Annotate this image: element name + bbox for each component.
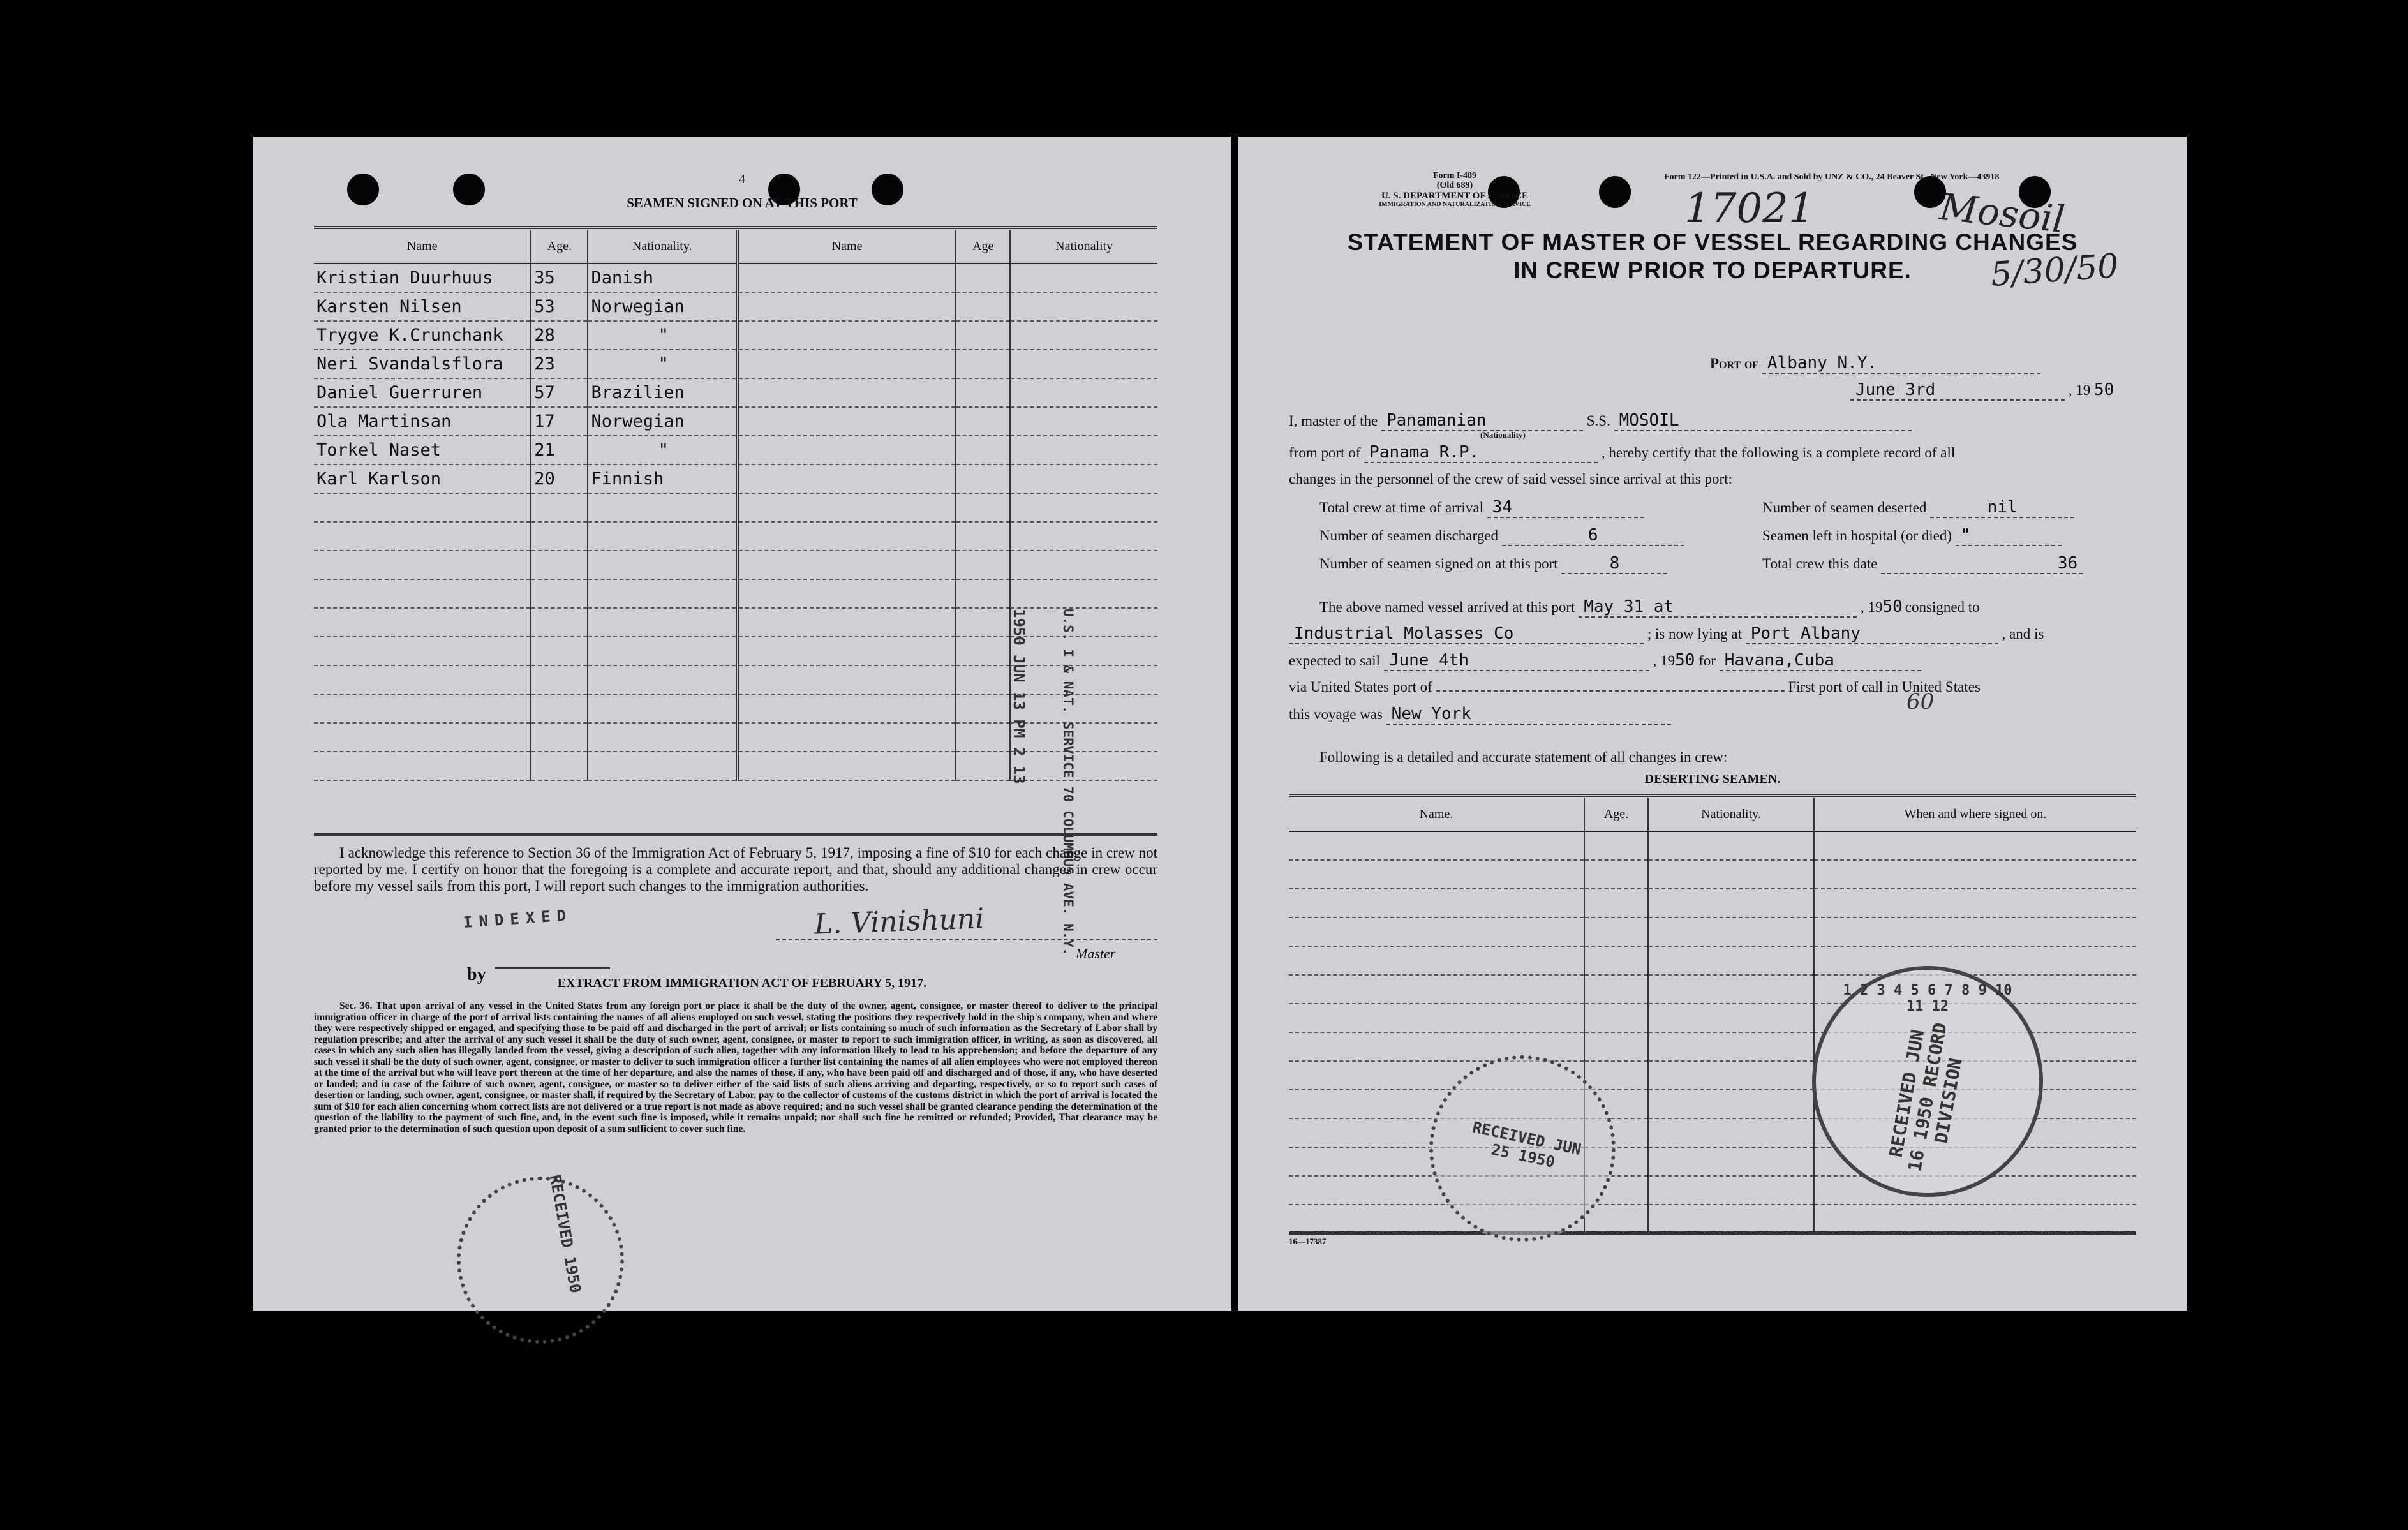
- arrival-crew-row: [1319, 498, 1644, 518]
- total-crew-date-label: Total crew this date: [1762, 556, 1878, 572]
- hospital-label: Seamen left in hospital (or died): [1762, 528, 1952, 544]
- table-row: [314, 378, 1157, 407]
- first-port-label: First port of call in United States: [1788, 679, 1981, 695]
- signed-on-value: 8: [1561, 554, 1667, 574]
- voyage-label: this voyage was: [1289, 706, 1383, 722]
- certify-text-2: changes in the personnel of the crew of said vessel since arrival at this port:: [1289, 471, 1732, 487]
- seaman-age: 57: [531, 378, 588, 407]
- seaman-name: Karl Karlson: [314, 464, 531, 493]
- seaman-age: 17: [531, 407, 588, 436]
- lying-value: Port Albany: [1746, 624, 1998, 644]
- seaman-nationality: Brazilien: [588, 378, 737, 407]
- voyage-value: New York: [1386, 704, 1671, 725]
- total-crew-date-value: 36: [1881, 554, 2083, 574]
- seaman-age: 20: [531, 464, 588, 493]
- master-signature: L. Vinishuni: [814, 902, 985, 941]
- and-is-label: , and is: [2002, 626, 2044, 642]
- lying-label: ; is now lying at: [1647, 626, 1742, 642]
- by-line: [495, 967, 610, 969]
- seaman-name: Kristian Duurhuus: [314, 264, 531, 292]
- arrived-value: May 31 at: [1579, 597, 1857, 618]
- sail-value: June 4th: [1384, 651, 1649, 671]
- signed-on-row: [1319, 554, 1667, 574]
- discharged-value: 6: [1502, 526, 1684, 546]
- form-old-number: (Old 689): [1436, 181, 1473, 191]
- footer-code: 16—17387: [1289, 1237, 1327, 1246]
- year-value: 50: [2094, 380, 2114, 399]
- consigned-label: consigned to: [1905, 599, 1980, 615]
- received-stamp-1-text: RECEIVED JUN 25 1950: [1471, 1118, 1583, 1171]
- seaman-name: Trygve K.Crunchank: [314, 321, 531, 350]
- col-age: Age.: [531, 230, 588, 264]
- nationality-value: Panamanian: [1381, 411, 1583, 431]
- from-port-label: from port of: [1289, 445, 1361, 461]
- office-stamp-vertical: U.S. I & NAT. SERVICE 70 COLUMBUS AVE. N.Y.: [1060, 609, 1076, 956]
- department-name: U. S. DEPARTMENT OF JUSTICE: [1381, 190, 1529, 201]
- certify-text: , hereby certify that the following is a complete record of all: [1601, 445, 1956, 461]
- seaman-name: Daniel Guerruren: [314, 378, 531, 407]
- seaman-nationality: Finnish: [588, 464, 737, 493]
- by-label: by: [467, 965, 486, 984]
- received-stamp-1: [1429, 1055, 1616, 1242]
- following-text: Following is a detailed and accurate statement of all changes in crew:: [1319, 749, 1728, 765]
- handwritten-date: 5/30/50: [1989, 247, 2120, 294]
- voyage-row: [1289, 704, 1671, 725]
- seaman-nationality: ": [588, 436, 737, 464]
- table-row: [314, 407, 1157, 436]
- sail-label: expected to sail: [1289, 653, 1381, 669]
- arrived-row: [1319, 597, 1980, 618]
- deserting-bottom-rule: [1289, 1231, 2136, 1235]
- signature-line: [776, 939, 1157, 940]
- received-stamp-circle: [457, 1173, 624, 1344]
- col-age-2: Age: [956, 230, 1010, 264]
- deserting-top-rule: [1289, 794, 2136, 797]
- title-line-1: STATEMENT OF MASTER OF VESSEL REGARDING CHANGES: [1347, 229, 2078, 255]
- seaman-age: 35: [531, 264, 588, 292]
- handwritten-ship-name: Mosoil: [1937, 184, 2067, 242]
- form-number-block: [1365, 171, 1544, 208]
- section-36-text: Sec. 36. That upon arrival of any vessel in the United States from any foreign port or place it shall be the duty of the owner, agent, consignee, or master thereof to deliver to the principal immigration officer in charge of the port of arrival lists containing the names of all aliens employed on such vessel, stating the positions they respectively hold in the ship's company, when and where they were respectively shipped or engaged, and specifying those to be paid off and discharged in the port of arrival; or lists containing so much of such information as the Secretary of Labor shall by regulation prescribe; and after the arrival of any such vessel it shall be the duty of such owner, agent, consignee, or master to report to such immigration officer, in writing, as soon as discovered, all cases in which any such alien has illegally landed from the vessel, giving a description of such alien, together with any information likely to lead to his apprehension; and before the departure of any such vessel it shall be the duty of such owner, agent, consignee, or master to deliver to such immigration officer a further list containing the names of all alien employees who were not employed thereon at the time of the arrival but who will leave port thereon at the time of her departure, and also the names of those, if any, who have been paid off and discharged and of those, if any, who have deserted or landed; and in case of the failure of such owner, agent, consignee, or master so to deliver either of the said lists of such aliens arriving and departing, respectively, or so to report such cases of desertion or landing, such owner, agent, consignee, or master shall, if required by the Secretary of Labor, pay to the collector of customs of the customs district in which the port of arrival is located the sum of $10 for each alien concerning whom correct lists are not delivered or a true report is not made as above required; and no such vessel shall be granted clearance pending the determination of the question of the liability to the payment of such fine, and, in the event such fine is imposed, while it remains unpaid; nor shall such fine be remitted or refunded; Provided, That clearance may be granted prior to the determination of such question upon deposit of a sum sufficient to cover such fine.: [314, 1000, 1157, 1134]
- master-label: Master: [1076, 946, 1116, 962]
- punch-hole-icon: [1599, 176, 1631, 208]
- title-line-2: IN CREW PRIOR TO DEPARTURE.: [1513, 256, 1912, 283]
- right-page: [1238, 137, 2187, 1311]
- received-stamp-2: [1812, 966, 2043, 1197]
- sail-year: 50: [1675, 651, 1695, 670]
- consignee-value: Industrial Molasses Co: [1289, 624, 1644, 644]
- acknowledgement-text: I acknowledge this reference to Section 36 of the Immigration Act of February 5, 1917, imposing a fine of $10 for each change in crew not reported by me. I certify on honor that the foregoing is a complete and accurate report, and that, should any additional changes in crew occur before my vessel sails from this port, I will report such changes to the immigration authorities.: [314, 845, 1157, 894]
- hospital-value: ": [1956, 526, 2062, 546]
- stamp-digits: 1 2 3 4 5 6 7 8 9 10 11 12: [1843, 983, 2012, 1014]
- seaman-name: Torkel Naset: [314, 436, 531, 464]
- seaman-nationality: Norwegian: [588, 407, 737, 436]
- total-crew-arrival-label: Total crew at time of arrival: [1319, 500, 1484, 516]
- arrived-year-prefix: , 19: [1860, 599, 1883, 615]
- table-row: [314, 350, 1157, 378]
- deserted-label: Number of seamen deserted: [1762, 500, 1927, 516]
- port-value: Albany N.Y.: [1762, 353, 2040, 374]
- table-row: [314, 436, 1157, 464]
- via-row: [1289, 679, 1981, 695]
- seaman-nationality: Danish: [588, 264, 737, 292]
- seaman-age: 53: [531, 292, 588, 321]
- for-label: for: [1698, 653, 1716, 669]
- table-row: [314, 464, 1157, 493]
- seaman-nationality: ": [588, 350, 737, 378]
- margin-note: 60: [1906, 689, 1935, 715]
- seaman-name: Neri Svandalsflora: [314, 350, 531, 378]
- col-nationality-2: Nationality: [1010, 230, 1157, 264]
- service-name: IMMIGRATION AND NATURALIZATION SERVICE: [1379, 201, 1531, 209]
- via-label: via United States port of: [1289, 679, 1432, 695]
- left-page: [253, 137, 1231, 1311]
- col-deserting-nationality: Nationality.: [1648, 798, 1814, 831]
- sail-row: [1289, 651, 1921, 671]
- ss-label: S.S.: [1586, 413, 1610, 429]
- port-label: Port of: [1710, 355, 1759, 371]
- received-stamp-2-text: RECEIVED JUN 16 1950 RECORD DIVISION: [1885, 1021, 1966, 1173]
- seaman-name: Ola Martinsan: [314, 407, 531, 436]
- col-name: Name: [314, 230, 531, 264]
- sail-year-prefix: , 19: [1653, 653, 1676, 669]
- arrived-label: The above named vessel arrived at this port: [1319, 599, 1575, 615]
- master-prefix: I, master of the: [1289, 413, 1378, 429]
- col-nationality: Nationality.: [588, 230, 737, 264]
- indexed-stamp: INDEXED: [463, 906, 573, 932]
- table-bottom-rule: [314, 833, 1157, 836]
- port-row: [1710, 353, 2040, 374]
- via-value: [1436, 690, 1785, 692]
- table-row: [314, 292, 1157, 321]
- signed-on-label: Number of seamen signed on at this port: [1319, 556, 1558, 572]
- destination-value: Havana,Cuba: [1720, 651, 1921, 671]
- from-port-row: [1289, 443, 1955, 463]
- date-row: [1850, 380, 2114, 401]
- table-top-rule: [314, 226, 1157, 229]
- from-port-value: Panama R.P.: [1364, 443, 1598, 463]
- form-title: [1238, 228, 2187, 284]
- vessel-value: MOSOIL: [1614, 411, 1912, 431]
- handwritten-file-number: 17021: [1684, 185, 1815, 232]
- year-prefix: , 19: [2068, 382, 2091, 398]
- signed-on-table: [314, 230, 1157, 781]
- deserted-value: nil: [1930, 498, 2074, 518]
- table-row: [314, 264, 1157, 292]
- form-number: Form I-489: [1432, 171, 1477, 181]
- hospital-row: [1762, 526, 2062, 546]
- total-crew-arrival: 34: [1487, 498, 1644, 518]
- col-deserting-name: Name.: [1289, 798, 1584, 831]
- master-row: [1289, 411, 1912, 431]
- printer-line: Form 122—Printed in U.S.A. and Sold by UNZ & CO., 24 Beaver St., New York—43918: [1664, 172, 2000, 182]
- seaman-nationality: Norwegian: [588, 292, 737, 321]
- extract-heading: EXTRACT FROM IMMIGRATION ACT OF FEBRUARY 5, 1917.: [557, 976, 927, 990]
- discharged-label: Number of seamen discharged: [1319, 528, 1498, 544]
- seaman-name: Karsten Nilsen: [314, 292, 531, 321]
- deserting-heading: DESERTING SEAMEN.: [1644, 772, 1781, 786]
- discharged-row: [1319, 526, 1684, 546]
- arrived-year: 50: [1882, 597, 1903, 616]
- col-name-2: Name: [738, 230, 956, 264]
- seaman-age: 23: [531, 350, 588, 378]
- date-stamp-vertical: 1950 JUN 13 PM 2 13: [1010, 609, 1028, 784]
- seaman-age: 21: [531, 436, 588, 464]
- consignee-row: [1289, 624, 2044, 644]
- seaman-age: 28: [531, 321, 588, 350]
- col-deserting-signed-on: When and where signed on.: [1814, 798, 2136, 831]
- col-deserting-age: Age.: [1584, 798, 1648, 831]
- received-stamp-text: RECEIVED 1950: [546, 1173, 585, 1295]
- nationality-caption: (Nationality): [1480, 430, 1526, 440]
- page-number: 4: [739, 172, 745, 186]
- signed-on-heading: SEAMEN SIGNED ON AT THIS PORT: [627, 195, 858, 211]
- total-crew-date-row: [1762, 554, 2083, 574]
- table-row: [314, 321, 1157, 350]
- date-value: June 3rd: [1850, 380, 2065, 401]
- deserted-row: [1762, 498, 2074, 518]
- seaman-nationality: ": [588, 321, 737, 350]
